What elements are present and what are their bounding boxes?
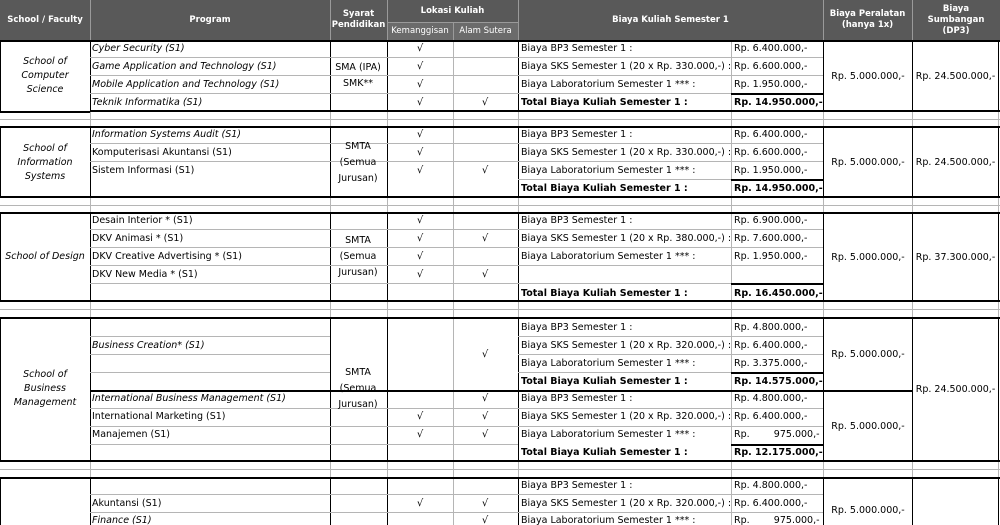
check-kemanggisan: √ <box>416 97 424 108</box>
program-teknik-informatika: Teknik Informatika (S1) <box>92 97 203 108</box>
fee-label-bp3: Biaya BP3 Semester 1 : <box>521 480 633 491</box>
donation-fee: Rp. 24.500.000,- <box>915 156 996 168</box>
fee-label-bp3: Biaya BP3 Semester 1 : <box>521 322 633 333</box>
check-kemanggisan: √ <box>416 165 424 176</box>
fee-label-lab: Biaya Laboratorium Semester 1 *** : <box>521 358 696 369</box>
check-kemanggisan: √ <box>416 269 424 280</box>
fee-label-lab: Biaya Laboratorium Semester 1 *** : <box>521 251 696 262</box>
fee-value-lab: Rp. 975.000,- <box>734 429 820 440</box>
fee-label-total: Total Biaya Kuliah Semester 1 : <box>521 97 688 108</box>
fee-value-lab: Rp. 1.950.000,- <box>734 79 808 90</box>
fee-label-bp3: Biaya BP3 Semester 1 : <box>521 215 633 226</box>
check-kemanggisan: √ <box>416 429 424 440</box>
fee-value-total: Rp. 14.950.000,- <box>734 97 823 108</box>
check-alam-sutera: √ <box>481 97 489 108</box>
check-alam-sutera: √ <box>481 233 489 244</box>
check-kemanggisan: √ <box>416 79 424 90</box>
header-program-label: Program <box>189 14 231 25</box>
check-kemanggisan: √ <box>416 251 424 262</box>
fee-value-sks: Rp. 7.600.000,- <box>734 233 808 244</box>
program-finance: Finance (S1) <box>92 515 152 525</box>
program-game-application: Game Application and Technology (S1) <box>92 61 277 72</box>
equipment-fee: Rp. 5.000.000,- <box>831 156 905 168</box>
check-kemanggisan: √ <box>416 498 424 509</box>
program-dkv-new-media: DKV New Media * (S1) <box>92 269 198 280</box>
fee-label-lab: Biaya Laboratorium Semester 1 *** : <box>521 79 696 90</box>
fee-value-sks: Rp. 6.400.000,- <box>734 411 808 422</box>
check-alam-sutera: √ <box>481 349 489 360</box>
check-kemanggisan: √ <box>416 43 424 54</box>
fee-value-sks: Rp. 6.600.000,- <box>734 61 808 72</box>
fee-value-total: Rp. 14.950.000,- <box>734 183 823 194</box>
fee-value-bp3: Rp. 6.400.000,- <box>734 43 808 54</box>
donation-fee: Rp. 24.500.000,- <box>915 384 996 395</box>
fee-label-bp3: Biaya BP3 Semester 1 : <box>521 393 633 404</box>
program-international-business-management: International Business Management (S1) <box>92 393 286 404</box>
fee-label-total: Total Biaya Kuliah Semester 1 : <box>521 376 688 387</box>
requirement-business-management: SMTA (Semua Jurusan) <box>338 367 378 410</box>
fee-label-sks: Biaya SKS Semester 1 (20 x Rp. 320.000,-) : <box>521 498 732 509</box>
faculty-design: School of Design <box>5 251 85 262</box>
program-international-marketing: International Marketing (S1) <box>92 411 226 422</box>
check-kemanggisan: √ <box>416 147 424 158</box>
fee-label-sks: Biaya SKS Semester 1 (20 x Rp. 330.000,-) : <box>521 147 732 158</box>
requirement-cs-line2: SMK** <box>343 78 373 89</box>
header-donation <box>912 0 1000 40</box>
fee-label-total: Total Biaya Kuliah Semester 1 : <box>521 447 688 458</box>
program-dkv-animasi: DKV Animasi * (S1) <box>92 233 184 244</box>
fee-label-lab: Biaya Laboratorium Semester 1 *** : <box>521 165 696 176</box>
check-alam-sutera: √ <box>481 269 489 280</box>
header-alam-sutera-label: Alam Sutera <box>459 26 512 36</box>
fee-label-sks: Biaya SKS Semester 1 (20 x Rp. 320.000,-) : <box>521 340 732 351</box>
program-desain-interior: Desain Interior * (S1) <box>92 215 193 226</box>
fee-value-bp3: Rp. 6.400.000,- <box>734 129 808 140</box>
fee-value-lab: Rp. 1.950.000,- <box>734 251 808 262</box>
check-kemanggisan: √ <box>416 411 424 422</box>
fee-label-lab: Biaya Laboratorium Semester 1 *** : <box>521 429 696 440</box>
check-alam-sutera: √ <box>481 498 489 509</box>
fee-label-bp3: Biaya BP3 Semester 1 : <box>521 129 633 140</box>
header-faculty <box>0 0 90 40</box>
program-akuntansi: Akuntansi (S1) <box>92 498 162 509</box>
check-alam-sutera: √ <box>481 393 489 404</box>
fee-value-total: Rp. 14.575.000,- <box>734 376 823 387</box>
requirement-design: SMTA (Semua Jurusan) <box>338 235 378 278</box>
program-sistem-informasi: Sistem Informasi (S1) <box>92 165 195 176</box>
equipment-fee: Rp. 5.000.000,- <box>831 420 905 432</box>
fee-label-sks: Biaya SKS Semester 1 (20 x Rp. 380.000,-) : <box>521 233 732 244</box>
header-semester-fee <box>518 0 823 40</box>
fee-value-bp3: Rp. 4.800.000,- <box>734 393 808 404</box>
header-faculty-label: School / Faculty <box>7 14 83 25</box>
fee-value-lab: Rp. 975.000,- <box>734 515 820 525</box>
header-program <box>90 0 330 40</box>
equipment-fee: Rp. 5.000.000,- <box>831 70 905 82</box>
fee-value-bp3: Rp. 4.800.000,- <box>734 322 808 333</box>
requirement-computer-science <box>330 58 386 94</box>
check-kemanggisan: √ <box>416 233 424 244</box>
header-location <box>387 0 518 22</box>
header-equipment <box>823 0 912 40</box>
fee-label-total: Total Biaya Kuliah Semester 1 : <box>521 183 688 194</box>
check-alam-sutera: √ <box>481 411 489 422</box>
equipment-fee: Rp. 5.000.000,- <box>831 251 905 263</box>
program-manajemen: Manajemen (S1) <box>92 429 170 440</box>
requirement-information-systems: SMTA (Semua Jurusan) <box>338 141 378 184</box>
check-kemanggisan: √ <box>416 61 424 72</box>
fee-value-sks: Rp. 6.600.000,- <box>734 147 808 158</box>
program-dkv-creative-advertising: DKV Creative Advertising * (S1) <box>92 251 242 262</box>
fee-value-sks: Rp. 6.400.000,- <box>734 340 808 351</box>
fee-label-lab: Biaya Laboratorium Semester 1 *** : <box>521 515 696 525</box>
fee-value-lab: Rp. 3.375.000,- <box>734 358 808 369</box>
fee-value-total: Rp. 12.175.000,- <box>734 447 823 458</box>
check-alam-sutera: √ <box>481 165 489 176</box>
program-komputerisasi-akuntansi: Komputerisasi Akuntansi (S1) <box>92 147 232 158</box>
header-location-label: Lokasi Kuliah <box>420 5 485 16</box>
program-business-creation: Business Creation* (S1) <box>92 340 205 351</box>
fee-label-sks: Biaya SKS Semester 1 (20 x Rp. 330.000,-) : <box>521 61 732 72</box>
header-semester-fee-label: Biaya Kuliah Semester 1 <box>612 14 729 25</box>
header-kemanggisan-label: Kemanggisan <box>391 26 449 36</box>
equipment-fee: Rp. 5.000.000,- <box>831 349 905 360</box>
fee-label-bp3: Biaya BP3 Semester 1 : <box>521 43 633 54</box>
header-donation-label: Biaya Sumbangan (DP3) <box>927 3 985 36</box>
header-requirement-label: Syarat Pendidikan <box>331 9 386 30</box>
header-kemanggisan <box>387 22 453 40</box>
check-alam-sutera: √ <box>481 429 489 440</box>
check-alam-sutera: √ <box>481 515 489 525</box>
faculty-computer-science: School of Computer Science <box>21 56 69 95</box>
header-equipment-label: Biaya Peralatan (hanya 1x) <box>829 9 906 30</box>
fee-value-bp3: Rp. 6.900.000,- <box>734 215 808 226</box>
faculty-information-systems: School of Information Systems <box>17 143 73 182</box>
header-alam-sutera <box>453 22 518 40</box>
donation-fee: Rp. 37.300.000,- <box>915 251 996 263</box>
donation-fee: Rp. 24.500.000,- <box>915 70 996 82</box>
check-kemanggisan: √ <box>416 215 424 226</box>
equipment-fee: Rp. 5.000.000,- <box>831 504 905 516</box>
faculty-business-management: School of Business Management <box>13 369 77 408</box>
program-mobile-application: Mobile Application and Technology (S1) <box>92 79 280 90</box>
fee-label-sks: Biaya SKS Semester 1 (20 x Rp. 320.000,-) : <box>521 411 732 422</box>
fee-value-bp3: Rp. 4.800.000,- <box>734 480 808 491</box>
header-requirement <box>330 0 387 40</box>
requirement-cs-line1: SMA (IPA) <box>335 62 381 73</box>
program-cyber-security: Cyber Security (S1) <box>92 43 185 54</box>
program-information-systems-audit: Information Systems Audit (S1) <box>92 129 241 140</box>
fee-label-total: Total Biaya Kuliah Semester 1 : <box>521 288 688 299</box>
fee-value-sks: Rp. 6.400.000,- <box>734 498 808 509</box>
check-kemanggisan: √ <box>416 129 424 140</box>
fee-value-total: Rp. 16.450.000,- <box>734 288 823 299</box>
fee-value-lab: Rp. 1.950.000,- <box>734 165 808 176</box>
